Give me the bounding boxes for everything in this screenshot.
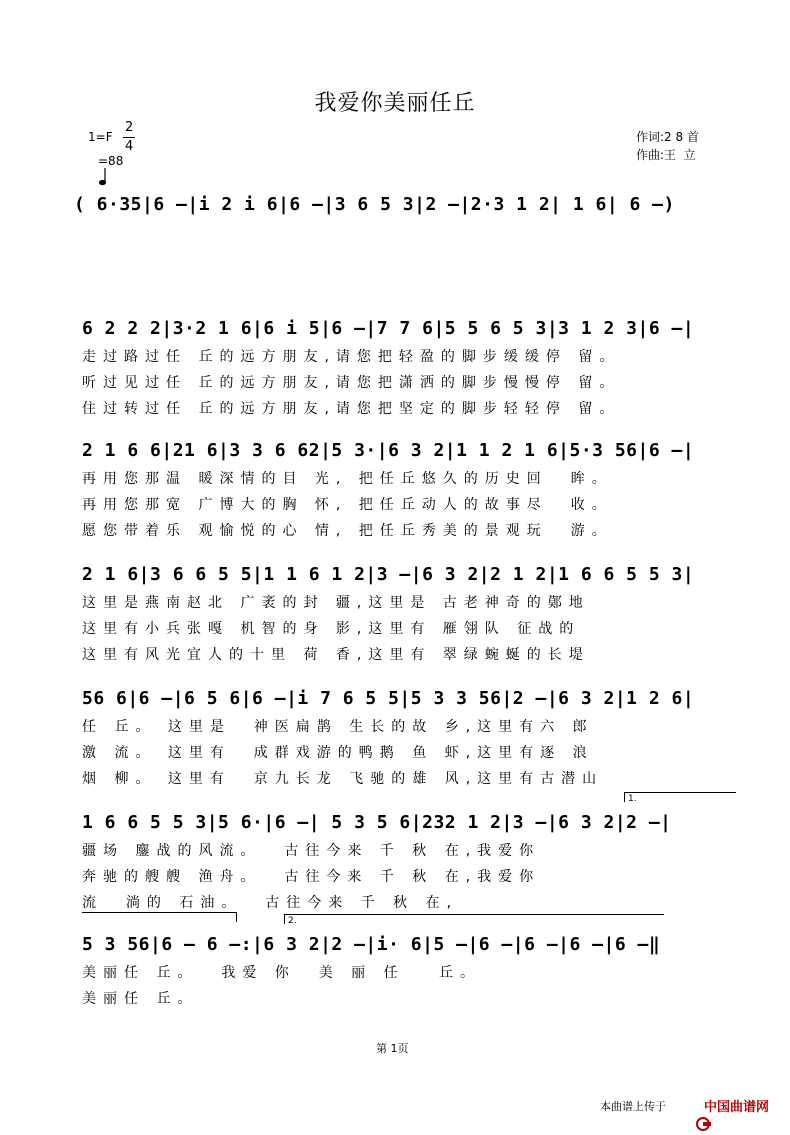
lyric-line: 走过路过任 丘的远方朋友,请您把轻盈的脚步缓缓停 留。 <box>82 349 621 365</box>
volta-1-label: 1. <box>628 794 637 804</box>
volta-2-bracket <box>284 914 664 915</box>
volta-1-bracket <box>624 792 736 793</box>
lyricist-credit: 作词:2 8 首 <box>636 130 699 144</box>
composer-credit: 作曲:王 立 <box>636 148 696 162</box>
lyric-line: 这里是燕南赵北 广袤的封 疆,这里是 古老神奇的鄚地 <box>82 595 590 611</box>
lyric-line: 美丽任 丘。 <box>82 991 199 1007</box>
lyric-line: 任 丘。 这里是 神医扁鹊 生长的故 乡,这里有六 郎 <box>82 719 594 735</box>
notation-row: 5 3 56|6 – 6 –:|6 3 2|2 –|i· 6|5 –|6 –|6 –|6 –|6 –‖ <box>82 934 661 955</box>
lyric-line: 烟 柳。 这里有 京九长龙 飞驰的雄 风,这里有古潜山 <box>82 771 604 787</box>
lyric-line: 听过见过任 丘的远方朋友,请您把潇洒的脚步慢慢停 留。 <box>82 375 621 391</box>
page-number: 第 1页 <box>376 1042 409 1055</box>
notation-row: 6 2 2 2|3·2 1 6|6 i 5|6 –|7 7 6|5 5 6 5 3|3 1 2 3|6 –| <box>82 318 695 339</box>
volta-1-bracket-continued <box>82 912 237 913</box>
volta-2-bracket-edge <box>284 914 285 924</box>
lyric-line: 这里有小兵张嘎 机智的身 影,这里有 雁翎队 征战的 <box>82 621 581 637</box>
volta-2-label: 2. <box>288 916 297 926</box>
notation-row: 2 1 6 6|21 6|3 3 6 62|5 3·|6 3 2|1 1 2 1 6|5·3 56|6 –| <box>82 440 695 461</box>
lyric-line: 美丽任 丘。 我爱 你 美 丽 任 丘。 <box>82 965 481 981</box>
lyric-line: 再用您那温 暖深情的目 光, 把任丘悠久的历史回 眸。 <box>82 471 613 487</box>
notation-row-intro: ( 6·35|6 –|i 2 i 6|6 –|3 6 5 3|2 –|2·3 1 2| 1 6| 6 –) <box>74 194 675 215</box>
tempo-marking: =88 <box>98 154 124 168</box>
page-title: 我爱你美丽任丘 <box>314 91 476 116</box>
lyric-line: 再用您那宽 广博大的胸 怀, 把任丘动人的故事尽 收。 <box>82 497 613 513</box>
key-signature: 1=F <box>88 130 113 144</box>
notation-row: 1 6 6 5 5 3|5 6·|6 –| 5 3 5 6|232 1 2|3 –|6 3 2|2 –| <box>82 812 672 833</box>
notation-row: 2 1 6|3 6 6 5 5|1 1 6 1 2|3 –|6 3 2|2 1 2|1 6 6 5 5 3| <box>82 564 695 585</box>
lyric-line: 流 淌的 石油。 古往今来 千 秋 在, <box>82 895 459 911</box>
notation-row: 56 6|6 –|6 5 6|6 –|i 7 6 5 5|5 3 3 56|2 –|6 3 2|1 2 6| <box>82 688 695 709</box>
lyric-line: 愿您带着乐 观愉悦的心 情, 把任丘秀美的景观玩 游。 <box>82 523 613 539</box>
upload-notice: 本曲谱上传于 <box>600 1100 666 1113</box>
time-signature-numerator: 2 <box>125 120 134 135</box>
volta-1-bracket-edge <box>624 792 625 802</box>
time-signature-bar <box>123 137 135 138</box>
lyric-line: 住过转过任 丘的远方朋友,请您把坚定的脚步轻轻停 留。 <box>82 401 621 417</box>
site-logo-text: 中国曲谱网 <box>704 1100 770 1115</box>
lyric-line: 这里有风光宜人的十里 荷 香,这里有 翠绿蜿蜒的长堤 <box>82 647 590 663</box>
lyric-line: 奔驰的艘艘 渔舟。 古往今来 千 秋 在,我爱你 <box>82 869 541 885</box>
lyric-line: 疆场 鏖战的风流。 古往今来 千 秋 在,我爱你 <box>82 843 541 859</box>
lyric-line: 激 流。 这里有 成群戏游的鸭鹅 鱼 虾,这里有逐 浪 <box>82 745 594 761</box>
volta-1-bracket-end <box>236 912 237 922</box>
time-signature-denominator: 4 <box>125 139 134 154</box>
